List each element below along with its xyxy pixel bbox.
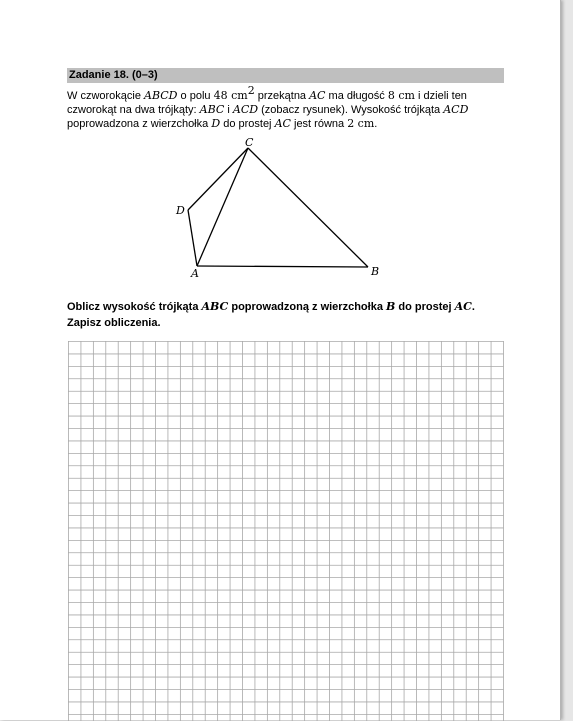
quadrilateral-figure	[160, 134, 390, 282]
text-segment: jest równa	[290, 118, 348, 130]
math-height-value: 2 cm	[347, 117, 375, 130]
text-segment: i dzieli ten	[414, 90, 467, 102]
statement-line-3	[67, 117, 377, 131]
text-segment: do prostej	[395, 301, 455, 313]
question-line-2: Zapisz obliczenia.	[67, 317, 161, 329]
edge-bc	[248, 148, 368, 267]
figure-edges	[188, 148, 368, 267]
text-segment: o polu	[177, 90, 214, 102]
edge-cd	[188, 148, 248, 210]
text-segment: poprowadzoną z wierzchołka	[228, 301, 386, 313]
statement-line-2	[67, 103, 468, 117]
text-segment: Oblicz wysokość trójkąta	[67, 301, 202, 313]
math-vertex-b: B	[386, 300, 396, 313]
answer-grid[interactable]	[68, 341, 504, 721]
math-exponent: 2	[247, 84, 255, 97]
text-segment: do prostej	[220, 118, 275, 130]
statement-line-1	[67, 84, 467, 103]
text-segment: i	[224, 104, 233, 116]
vertex-label-a: A	[191, 267, 199, 280]
text-segment: .	[471, 301, 475, 313]
math-quadrilateral-abcd: ABCD	[144, 89, 178, 102]
math-diagonal-ac: AC	[309, 89, 326, 102]
task-header-bar	[67, 68, 504, 83]
text-segment: W czworokącie	[67, 90, 145, 102]
text-segment: .	[374, 118, 378, 130]
question-line-1	[67, 299, 475, 315]
math-line-ac: AC	[454, 300, 472, 313]
math-triangle-abc: ABC	[199, 103, 225, 116]
math-triangle-acd: ACD	[443, 103, 469, 116]
text-segment: (zobacz rysunek). Wysokość trójkąta	[258, 104, 444, 116]
diagonal-ac	[197, 148, 248, 266]
text-segment: czworokąt na dwa trójkąty:	[67, 104, 200, 116]
vertex-label-b: B	[371, 265, 380, 278]
question-block	[67, 299, 475, 331]
math-length-value: 8 cm	[387, 89, 415, 102]
math-triangle-abc: ABC	[201, 300, 229, 313]
text-segment: poprowadzona z wierzchołka	[67, 118, 212, 130]
text-segment: przekątna	[254, 90, 310, 102]
edge-da	[188, 210, 197, 266]
text-segment: ma długość	[325, 90, 388, 102]
vertex-label-c: C	[245, 136, 254, 149]
edge-ab	[197, 266, 368, 267]
math-triangle-acd: ACD	[232, 103, 259, 116]
math-vertex-d: D	[211, 117, 221, 130]
vertex-label-d: D	[176, 204, 185, 217]
math-line-ac: AC	[274, 117, 291, 130]
math-area-value: 48 cm	[213, 89, 248, 102]
task-title: Zadanie 18. (0–3)	[69, 69, 158, 81]
